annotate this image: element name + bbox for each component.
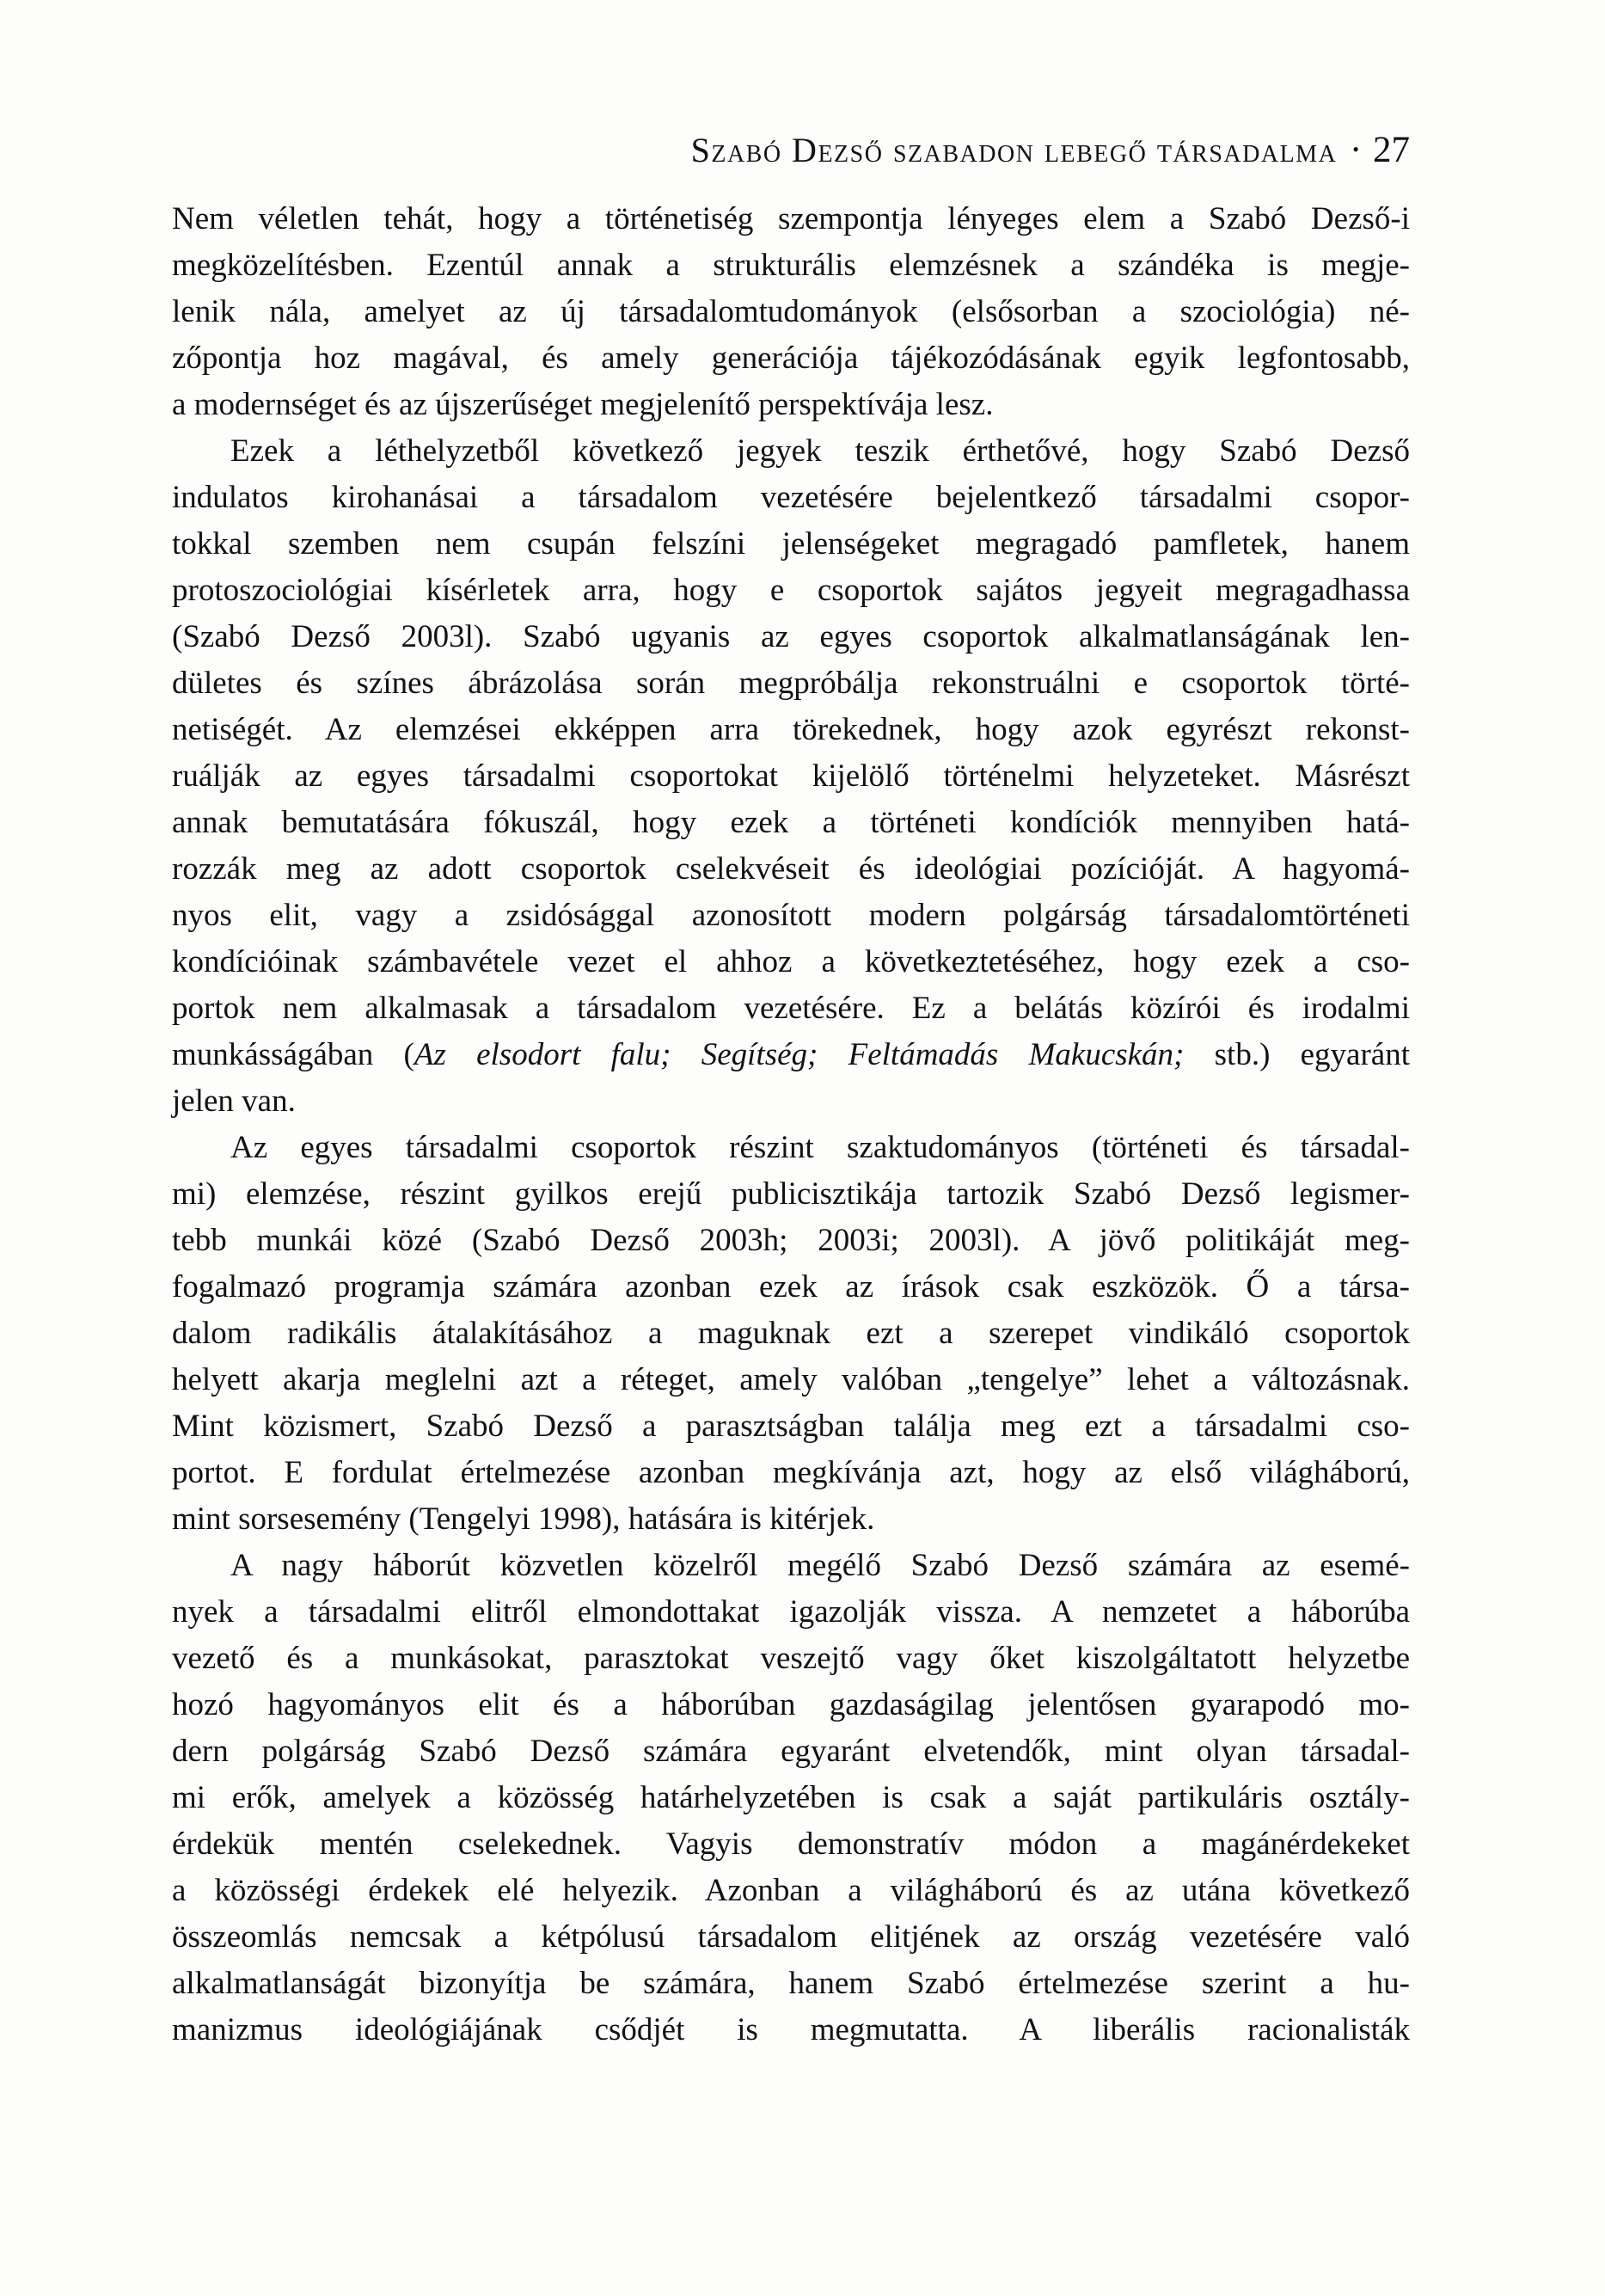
text-segment: Az egyes társadalmi csoportok részint szaktudományos (történeti és társadal- bbox=[230, 1130, 1410, 1165]
text-segment: munkásságában ( bbox=[172, 1037, 414, 1072]
text-block bbox=[172, 196, 1410, 2054]
text-line bbox=[172, 707, 1410, 753]
text-line bbox=[172, 1636, 1410, 1682]
text-line bbox=[172, 939, 1410, 985]
text-segment: ruálják az egyes társadalmi csoportokat kijelölő történelmi helyzeteket. Másrészt bbox=[172, 758, 1410, 794]
text-segment: kondícióinak számbavétele vezet el ahhoz a következtetéséhez, hogy ezek a cso- bbox=[172, 944, 1410, 979]
text-line bbox=[172, 475, 1410, 521]
book-title-italic: Az elsodort falu; Segítség; Feltámadás Makucskán; bbox=[414, 1037, 1185, 1072]
paragraph bbox=[172, 1543, 1410, 2054]
text-segment: tokkal szemben nem csupán felszíni jelenségeket megragadó pamfletek, hanem bbox=[172, 526, 1410, 562]
text-segment: fogalmazó programja számára azonban ezek az írások csak eszközök. Ő a társa- bbox=[172, 1269, 1410, 1305]
text-line bbox=[172, 1078, 1410, 1125]
text-line bbox=[172, 753, 1410, 800]
header-bullet-icon: • bbox=[1352, 138, 1359, 160]
text-segment: A nagy háborút közvetlen közelről megélő Szabó Dezső számára az esemé- bbox=[230, 1548, 1410, 1583]
text-line bbox=[172, 1961, 1410, 2007]
text-segment: nyek a társadalmi elitről elmondottakat igazolják vissza. A nemzetet a háborúba bbox=[172, 1594, 1410, 1630]
text-line bbox=[172, 660, 1410, 707]
text-segment: netiségét. Az elemzései ekképpen arra törekednek, hogy azok egyrészt rekonst- bbox=[172, 712, 1410, 747]
text-segment: lenik nála, amelyet az új társadalomtudományok (elsősorban a szociológia) né- bbox=[172, 294, 1410, 329]
text-segment: portot. E fordulat értelmezése azonban megkívánja azt, hogy az első világháború, bbox=[172, 1455, 1410, 1490]
text-segment: tebb munkái közé (Szabó Dezső 2003h; 2003i; 2003l). A jövő politikáját meg- bbox=[172, 1223, 1410, 1258]
text-line bbox=[172, 382, 1410, 428]
text-line bbox=[172, 568, 1410, 614]
running-header bbox=[172, 129, 1410, 171]
text-line bbox=[172, 289, 1410, 335]
text-line bbox=[172, 242, 1410, 289]
text-line bbox=[172, 1868, 1410, 1914]
paragraph bbox=[172, 196, 1410, 428]
text-line bbox=[172, 1728, 1410, 1775]
text-segment: mi erők, amelyek a közösség határhelyzetében is csak a saját partikuláris osztály- bbox=[172, 1780, 1410, 1815]
text-line bbox=[172, 1311, 1410, 1357]
text-segment: zőpontja hoz magával, és amely generációja tájékozódásának egyik legfontosabb, bbox=[172, 341, 1410, 376]
text-line bbox=[172, 1403, 1410, 1450]
text-line bbox=[172, 800, 1410, 846]
text-segment: alkalmatlanságát bizonyítja be számára, hanem Szabó értelmezése szerint a hu- bbox=[172, 1966, 1410, 2001]
text-segment: megközelítésben. Ezentúl annak a strukturális elemzésnek a szándéka is megje- bbox=[172, 248, 1410, 283]
text-segment: összeomlás nemcsak a kétpólusú társadalom elitjének az ország vezetésére való bbox=[172, 1919, 1410, 1955]
text-line bbox=[172, 1125, 1410, 1171]
text-line bbox=[172, 196, 1410, 242]
text-line bbox=[172, 1357, 1410, 1403]
text-line bbox=[172, 428, 1410, 475]
text-segment: (Szabó Dezső 2003l). Szabó ugyanis az egyes csoportok alkalmatlanságának len- bbox=[172, 619, 1410, 654]
text-line bbox=[172, 1450, 1410, 1496]
text-segment: protoszociológiai kísérletek arra, hogy e csoportok sajátos jegyeit megragadhassa bbox=[172, 573, 1410, 608]
text-line bbox=[172, 985, 1410, 1032]
text-segment: mint sorsesemény (Tengelyi 1998), hatására is kitérjek. bbox=[172, 1501, 875, 1537]
text-segment: hozó hagyományos elit és a háborúban gazdaságilag jelentősen gyarapodó mo- bbox=[172, 1687, 1410, 1722]
text-segment: Ezek a léthelyzetből következő jegyek teszik érthetővé, hogy Szabó Dezső bbox=[230, 433, 1410, 469]
text-line bbox=[172, 1218, 1410, 1264]
running-head-title: Szabó Dezső szabadon lebegő társadalma bbox=[690, 131, 1338, 169]
text-line bbox=[172, 1914, 1410, 1961]
text-segment: annak bemutatására fókuszál, hogy ezek a történeti kondíciók mennyiben hatá- bbox=[172, 805, 1410, 840]
text-segment: manizmus ideológiájának csődjét is megmutatta. A liberális racionalisták bbox=[172, 2012, 1410, 2047]
text-segment: Mint közismert, Szabó Dezső a parasztságban találja meg ezt a társadalmi cso- bbox=[172, 1409, 1410, 1444]
text-segment: rozzák meg az adott csoportok cselekvéseit és ideológiai pozícióját. A hagyomá- bbox=[172, 851, 1410, 887]
text-segment: a modernséget és az újszerűséget megjelenítő perspektívája lesz. bbox=[172, 387, 994, 422]
text-segment: mi) elemzése, részint gyilkos erejű publicisztikája tartozik Szabó Dezső legismer- bbox=[172, 1176, 1410, 1212]
text-segment: Nem véletlen tehát, hogy a történetiség szempontja lényeges elem a Szabó Dezső-i bbox=[172, 201, 1410, 236]
text-line bbox=[172, 614, 1410, 660]
text-segment: stb.) egyaránt bbox=[1184, 1037, 1411, 1072]
text-segment: indulatos kirohanásai a társadalom vezetésére bejelentkező társadalmi csopor- bbox=[172, 480, 1410, 515]
text-segment: nyos elit, vagy a zsidósággal azonosított modern polgárság társadalomtörténeti bbox=[172, 898, 1410, 933]
text-segment: jelen van. bbox=[172, 1084, 296, 1119]
text-segment: vezető és a munkásokat, parasztokat veszejtő vagy őket kiszolgáltatott helyzetbe bbox=[172, 1641, 1410, 1676]
text-segment: érdekük mentén cselekednek. Vagyis demonstratív módon a magánérdekeket bbox=[172, 1826, 1410, 1862]
text-line bbox=[172, 1264, 1410, 1311]
text-line bbox=[172, 1589, 1410, 1636]
text-line bbox=[172, 521, 1410, 568]
text-line bbox=[172, 1682, 1410, 1728]
text-line bbox=[172, 1821, 1410, 1868]
text-line bbox=[172, 2007, 1410, 2054]
text-line bbox=[172, 1171, 1410, 1218]
paragraph bbox=[172, 428, 1410, 1125]
text-segment: dalom radikális átalakításához a maguknak ezt a szerepet vindikáló csoportok bbox=[172, 1316, 1410, 1351]
paragraph bbox=[172, 1125, 1410, 1543]
text-line bbox=[172, 893, 1410, 939]
text-segment: dern polgárság Szabó Dezső számára egyaránt elvetendők, mint olyan társadal- bbox=[172, 1734, 1410, 1769]
text-line bbox=[172, 846, 1410, 893]
text-segment: a közösségi érdekek elé helyezik. Azonban a világháború és az utána következő bbox=[172, 1873, 1410, 1908]
text-segment: helyett akarja meglelni azt a réteget, amely valóban „tengelye” lehet a változásnak. bbox=[172, 1362, 1410, 1397]
text-line bbox=[172, 1032, 1410, 1078]
text-segment: portok nem alkalmasak a társadalom vezetésére. Ez a belátás közírói és irodalmi bbox=[172, 991, 1410, 1026]
page-number: 27 bbox=[1373, 130, 1410, 170]
text-line bbox=[172, 1543, 1410, 1589]
text-line bbox=[172, 335, 1410, 382]
text-segment: dületes és színes ábrázolása során megpróbálja rekonstruálni e csoportok törté- bbox=[172, 666, 1410, 701]
text-line bbox=[172, 1496, 1410, 1543]
text-line bbox=[172, 1775, 1410, 1821]
